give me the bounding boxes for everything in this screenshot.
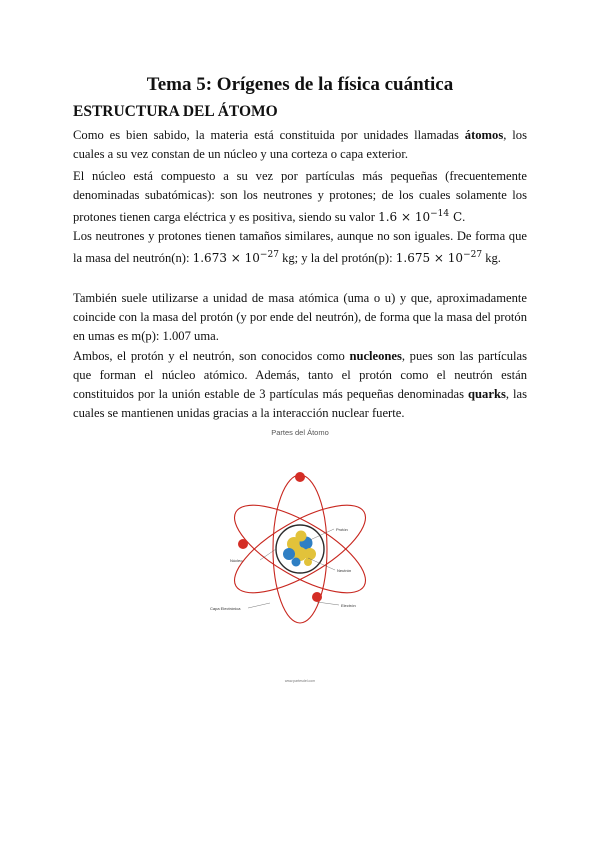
proton-mass-value: $1.675 \times 10^{-27}$	[395, 250, 483, 265]
figure-title: Partes del Átomo	[271, 428, 329, 437]
label-proton: Protón	[336, 527, 348, 532]
page-title: Tema 5: Orígenes de la física cuántica	[146, 74, 454, 95]
figure-credit: www.partesdel.com	[284, 679, 316, 683]
atom-figure	[200, 424, 400, 689]
paragraph-masses: Los neutrones y protones tienen tamaños similares, aunque no son iguales. De forma que la masa del neutrón(n): $1.673 \times 10^{-27}$ kg; y la del protón(p): $1.675 \times 10^{-27}$ kg.	[73, 229, 527, 265]
label-electron-shell: Capa Electrónica	[210, 606, 241, 611]
paragraph-atoms: Como es bien sabido, la materia está constituida por unidades llamadas átomos, los cuales a su vez constan de un núcleo y una corteza o capa exterior.	[73, 128, 527, 161]
term-quarks: quarks	[468, 387, 506, 401]
paragraph-nucleus: El núcleo está compuesto a su vez por partículas más pequeñas (frecuentemente denominadas subatómicas): son los neutrones y protones; de los cuales solamente los protones tienen carga eléctrica y es positiva, siendo su valor $1.6 \times 10^{-14}$ C.	[73, 169, 527, 224]
term-nucleones: nucleones	[349, 349, 402, 363]
neutron-mass-value: $1.673 \times 10^{-27}$	[192, 250, 279, 265]
section-heading: ESTRUCTURA DEL ÁTOMO	[73, 103, 278, 120]
paragraph-uma: También suele utilizarse a unidad de masa atómica (uma o u) y que, aproximadamente coincide con la masa del protón (y por ende del neutrón), de forma que la masa del protón en umas es m(p): 1.007 uma.	[73, 291, 527, 343]
label-electron: Electrón	[341, 603, 356, 608]
term-atomos: átomos	[464, 128, 504, 142]
atom-diagram	[200, 424, 400, 674]
label-neutron: Neutrón	[337, 568, 352, 573]
label-nucleus: Núcleo	[230, 558, 243, 563]
paragraph-nucleons: Ambos, el protón y el neutrón, son conocidos como nucleones, pues son las partículas que forman el núcleo atómico. Además, tanto el protón como el neutrón están constituidos por la unión estable de 3 partículas más pequeñas denominadas quarks, las cuales se mantienen unidas gracias a la interacción nuclear fuerte.	[73, 349, 527, 420]
proton-charge-value: $1.6 \times 10^{-14}$ C	[378, 209, 463, 224]
